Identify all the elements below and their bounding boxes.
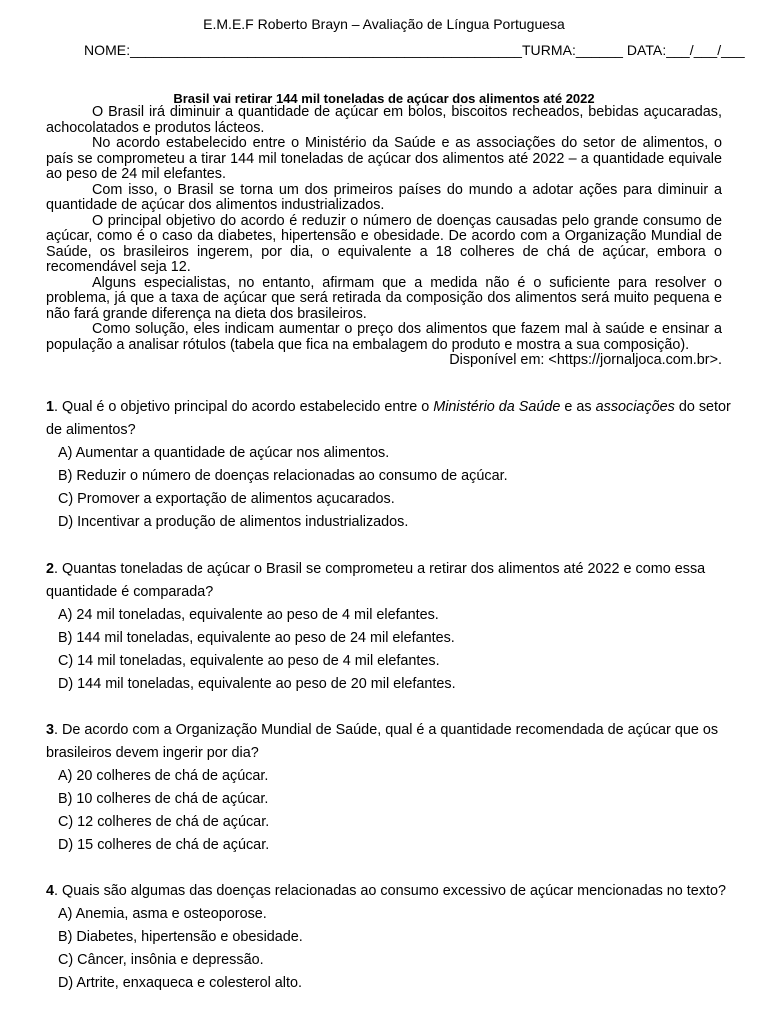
answer-option-d[interactable]: D) Artrite, enxaqueca e colesterol alto. bbox=[58, 975, 302, 991]
answer-option-c[interactable]: C) 14 mil toneladas, equivalente ao peso de 4 mil elefantes. bbox=[58, 653, 440, 669]
question-number: 2 bbox=[46, 561, 55, 577]
answer-option-c[interactable]: C) Câncer, insônia e depressão. bbox=[58, 952, 264, 968]
answer-option-d[interactable]: D) 15 colheres de chá de açúcar. bbox=[58, 837, 270, 853]
answer-option-b[interactable]: B) 144 mil toneladas, equivalente ao peso de 24 mil elefantes. bbox=[58, 630, 455, 646]
answer-option-a[interactable]: A) 20 colheres de chá de açúcar. bbox=[58, 768, 269, 784]
answer-option-c[interactable]: C) Promover a exportação de alimentos açucarados. bbox=[58, 491, 395, 507]
question-text-emphasis: Ministério da Saúde bbox=[433, 399, 561, 415]
answer-options bbox=[46, 442, 736, 534]
question-text bbox=[46, 396, 736, 442]
answer-option-d[interactable]: D) 144 mil toneladas, equivalente ao peso de 20 mil elefantes. bbox=[58, 676, 456, 692]
answer-option-b[interactable]: B) Reduzir o número de doenças relacionadas ao consumo de açúcar. bbox=[58, 468, 508, 484]
article-source: Disponível em: <https://jornaljoca.com.br>. bbox=[449, 352, 722, 368]
article-body bbox=[46, 105, 722, 369]
article-title: Brasil vai retirar 144 mil toneladas de açúcar dos alimentos até 2022 bbox=[173, 91, 595, 106]
question-1 bbox=[46, 396, 736, 534]
question-text bbox=[46, 558, 736, 604]
question-text-emphasis: associações bbox=[595, 399, 675, 415]
answer-option-a[interactable]: A) 24 mil toneladas, equivalente ao peso de 4 mil elefantes. bbox=[58, 607, 439, 623]
answer-option-b[interactable]: B) 10 colheres de chá de açúcar. bbox=[58, 791, 269, 807]
answer-options bbox=[46, 604, 736, 696]
article-paragraph: Alguns especialistas, no entanto, afirmam que a medida não é o suficiente para resolver o problema, já que a taxa de açúcar que será retirada da composição dos alimentos será muito pequena e não fará grande diferença na dieta dos brasileiros. bbox=[46, 274, 722, 322]
question-2 bbox=[46, 558, 736, 696]
article-paragraph: No acordo estabelecido entre o Ministério da Saúde e as associações do setor de alimentos, o país se comprometeu a tirar 144 mil toneladas de açúcar dos alimentos até 2022 – a quantidade equivale ao peso de 24 mil elefantes. bbox=[46, 135, 722, 182]
answer-option-b[interactable]: B) Diabetes, hipertensão e obesidade. bbox=[58, 929, 303, 945]
answer-option-d[interactable]: D) Incentivar a produção de alimentos industrializados. bbox=[58, 514, 409, 530]
question-4 bbox=[46, 880, 736, 995]
answer-option-c[interactable]: C) 12 colheres de chá de açúcar. bbox=[58, 814, 270, 830]
student-info-line: NOME:__________________________________________________TURMA:______ DATA:___/___/___ bbox=[84, 42, 745, 58]
question-number: 3 bbox=[46, 722, 55, 738]
question-3 bbox=[46, 719, 736, 857]
article-paragraph: O Brasil irá diminuir a quantidade de açúcar em bolos, biscoitos recheados, bebidas açucaradas, achocolatados e produtos lácteos. bbox=[46, 104, 722, 136]
school-header: E.M.E.F Roberto Brayn – Avaliação de Língua Portuguesa bbox=[203, 16, 565, 32]
question-text-part: . De acordo com a Organização Mundial de Saúde, qual é a quantidade recomendada de açúcar que os brasileiros devem ingerir por dia? bbox=[46, 722, 719, 761]
article-paragraph: Como solução, eles indicam aumentar o preço dos alimentos que fazem mal à saúde e ensinar a população a analisar rótulos (tabela que fica na embalagem do produto e mostra a sua composição). bbox=[46, 321, 722, 353]
question-text-part: . Quais são algumas das doenças relacionadas ao consumo excessivo de açúcar mencionadas no texto? bbox=[54, 883, 726, 899]
question-text bbox=[46, 880, 736, 903]
answer-option-a[interactable]: A) Aumentar a quantidade de açúcar nos alimentos. bbox=[58, 445, 390, 461]
question-text-part: do setor de alimentos? bbox=[46, 399, 731, 438]
answer-options bbox=[46, 903, 736, 995]
answer-options bbox=[46, 765, 736, 857]
question-text-part: . Quantas toneladas de açúcar o Brasil se comprometeu a retirar dos alimentos até 2022 e como essa quantidade é comparada? bbox=[46, 561, 706, 600]
question-text-part: e as bbox=[560, 399, 596, 415]
question-text-part: . Qual é o objetivo principal do acordo estabelecido entre o bbox=[54, 399, 434, 415]
question-number: 4 bbox=[46, 883, 55, 899]
question-number: 1 bbox=[46, 399, 55, 415]
article-paragraph: O principal objetivo do acordo é reduzir o número de doenças causadas pelo grande consumo de açúcar, como é o caso da diabetes, hipertensão e obesidade. De acordo com a Organização Mundial de Saúde, os brasileiros ingerem, por dia, o equivalente a 18 colheres de chá de açúcar, embora o recomendável seja 12. bbox=[46, 212, 722, 275]
answer-option-a[interactable]: A) Anemia, asma e osteoporose. bbox=[58, 906, 267, 922]
article-paragraph: Com isso, o Brasil se torna um dos primeiros países do mundo a adotar ações para diminuir a quantidade de açúcar dos alimentos industrializados. bbox=[46, 181, 722, 213]
question-text bbox=[46, 719, 736, 765]
